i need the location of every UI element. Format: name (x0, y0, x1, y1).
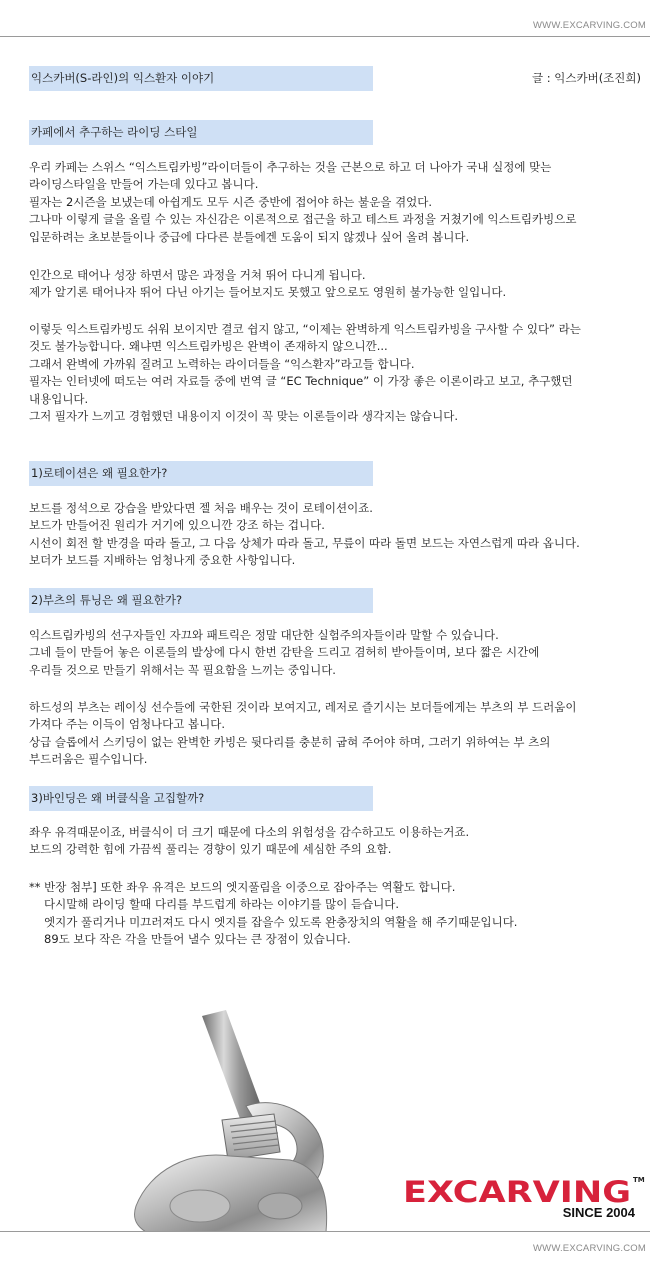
text-line: 이렇듯 익스트림카빙도 쉬워 보이지만 결코 쉽지 않고, “이제는 완벽하게 익스트림카빙을 구사할 수 있다” 라는 (29, 322, 581, 336)
text-line: 익스트림카빙의 선구자들인 자끄와 패트릭은 정말 대단한 실험주의자들이라 말할 수 있습니다. (29, 628, 499, 642)
intro-paragraph-1 (29, 159, 639, 246)
text-line: 필자는 인터넷에 떠도는 여러 자료들 중에 번역 글 “EC Technique” 이 가장 좋은 이론이라고 보고, 추구했던 (29, 374, 573, 389)
note-line: 다시말해 라이딩 할때 다리를 부드럽게 하라는 이야기를 많이 듣습니다. (44, 897, 400, 912)
text-line: 그래서 완벽에 가까워 질려고 노력하는 라이더들을 “익스환자”라고들 합니다. (29, 356, 415, 371)
intro-paragraph-2 (29, 267, 639, 302)
section-heading-1 (29, 461, 373, 486)
note-lead-line: ** 반장 첨부] 또한 좌우 유격은 보드의 엣지풀림을 이중으로 잡아주는 역활도 합니다. (29, 880, 456, 894)
section-heading-intro (29, 120, 373, 145)
section-heading-3 (29, 786, 373, 811)
section-heading-2-text: 2)부츠의 튜닝은 왜 필요한가? (31, 593, 183, 607)
text-line: 가져다 주는 이득이 엄청나다고 봅니다. (29, 717, 226, 732)
section-3-paragraph-1 (29, 824, 639, 859)
section-heading-intro-text: 카페에서 추구하는 라이딩 스타일 (31, 125, 198, 139)
text-line: 것도 불가능합니다. 왜냐면 익스트림카빙은 완벽이 존재하지 않으니깐... (29, 339, 388, 354)
logo-trademark: TM (633, 1176, 645, 1184)
text-line: 시선이 회전 할 반경을 따라 돌고, 그 다음 상체가 따라 돌고, 무릎이 따라 돌면 보드는 자연스럽게 따라 옵니다. (29, 535, 580, 550)
binding-buckle-image (130, 1010, 360, 1232)
section-heading-2 (29, 588, 373, 613)
text-line: 제가 알기론 태어나자 뛰어 다닌 아기는 들어보지도 못했고 앞으로도 영원히 불가능한 일입니다. (29, 285, 507, 300)
text-line: 부드러움은 필수입니다. (29, 752, 148, 767)
note-line: 89도 보다 작은 각을 만들어 낼수 있다는 큰 장점이 있습니다. (44, 932, 351, 947)
text-line: 좌우 유격때문이죠, 버클식이 더 크기 때문에 다소의 위험성을 감수하고도 이용하는거죠. (29, 825, 470, 839)
top-divider (0, 36, 650, 37)
text-line: 하드성의 부츠는 레이싱 선수들에 국한된 것이라 보여지고, 레저로 즐기시는 보더들에게는 부츠의 부 드러움이 (29, 700, 577, 714)
section-2-paragraph-1 (29, 627, 639, 679)
text-line: 필자는 2시즌을 보냈는데 아쉽게도 모두 시즌 중반에 접어야 하는 불운을 겪었다. (29, 194, 433, 209)
text-line: 우리들 것으로 만들기 위해서는 꼭 필요함을 느끼는 중입니다. (29, 662, 336, 677)
text-line: 라이딩스타일을 만들어 가는데 있다고 봅니다. (29, 177, 259, 192)
logo-since: SINCE 2004 (562, 1205, 635, 1220)
text-line: 보드가 만들어진 원리가 거기에 있으니깐 강조 하는 겁니다. (29, 518, 325, 533)
article-title-bar (29, 66, 373, 91)
text-line: 보드의 강력한 힘에 가끔씩 풀리는 경향이 있기 때문에 세심한 주의 요함. (29, 842, 392, 857)
text-line: 그나마 이렇게 글을 올릴 수 있는 자신감은 이론적으로 접근을 하고 테스트 과정을 거쳤기에 익스트림카빙으로 (29, 212, 577, 227)
intro-paragraph-3 (29, 321, 639, 425)
text-line: 보더가 보드를 지배하는 엄청나게 중요한 사항입니다. (29, 553, 296, 568)
text-line: 상급 슬롭에서 스키딩이 없는 완벽한 카빙은 뒷다리를 충분히 굽혀 주어야 하며, 그러기 위하여는 부 츠의 (29, 734, 551, 749)
text-line: 입문하려는 초보분들이나 중급에 다다른 분들에겐 도움이 되지 않겠나 싶어 올려 봅니다. (29, 229, 470, 244)
bottom-divider (0, 1231, 650, 1232)
text-line: 내용입니다. (29, 391, 89, 406)
section-heading-1-text: 1)로테이션은 왜 필요한가? (31, 466, 168, 480)
author-byline: 글 : 익스카버(조진희) (531, 71, 641, 85)
section-3-note (29, 879, 639, 949)
section-1-paragraph (29, 500, 639, 570)
excarving-logo[interactable] (403, 1172, 645, 1222)
section-2-paragraph-2 (29, 699, 639, 769)
text-line: 보드를 정석으로 강습을 받았다면 젤 처음 배우는 것이 로테이션이죠. (29, 501, 373, 515)
logo-wordmark: EXCARVING (403, 1175, 631, 1209)
note-line: 엣지가 풀리거나 미끄러져도 다시 엣지를 잡을수 있도록 완충장치의 역활을 해 주기때문입니다. (44, 914, 518, 929)
section-heading-3-text: 3)바인딩은 왜 버클식을 고집할까? (31, 791, 205, 805)
text-line: 그저 필자가 느끼고 경험했던 내용이지 이것이 꼭 맞는 이론들이라 생각지는 않습니다. (29, 409, 459, 424)
text-line: 그네 들이 만들어 놓은 이론들의 발상에 다시 한번 감탄을 드리고 겸허히 받아들이며, 보다 짧은 시간에 (29, 645, 540, 660)
article-title: 익스카버(S-라인)의 익스환자 이야기 (31, 71, 215, 85)
text-line: 인간으로 태어나 성장 하면서 많은 과정을 거쳐 뛰어 다니게 됩니다. (29, 268, 366, 282)
site-url-top[interactable]: WWW.EXCARVING.COM (532, 20, 646, 31)
site-url-bottom[interactable]: WWW.EXCARVING.COM (532, 1243, 646, 1254)
text-line: 우리 카페는 스위스 “익스트림카빙”라이더들이 추구하는 것을 근본으로 하고 더 나아가 국내 실정에 맞는 (29, 160, 552, 174)
